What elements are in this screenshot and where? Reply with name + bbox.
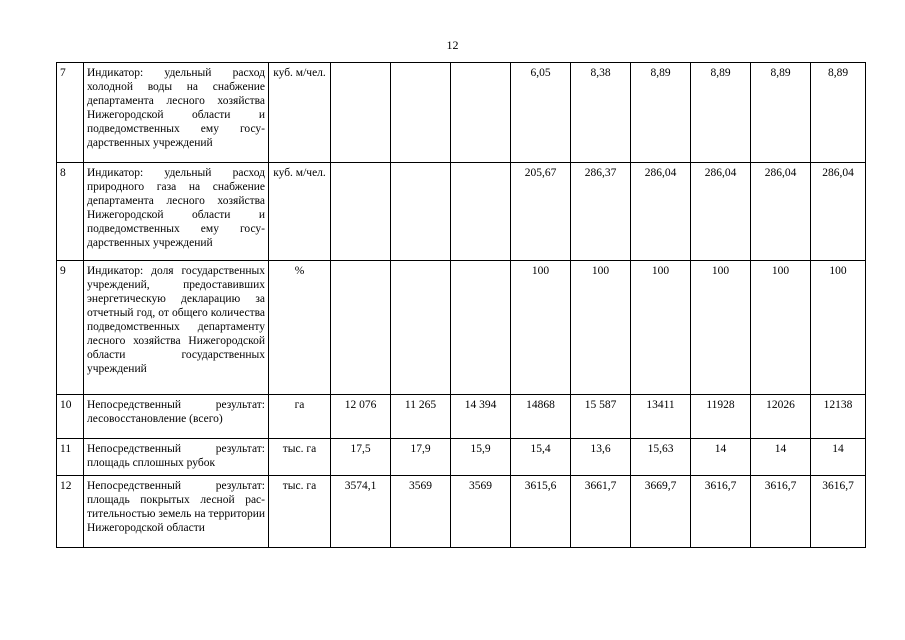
row-number: 10 [57,395,84,439]
value-cell: 14 [691,439,751,476]
table-row [57,476,866,548]
value-cell: 286,04 [691,163,751,261]
value-cell: 3616,7 [751,476,811,548]
value-cell [331,163,391,261]
row-description: Индикатор: удельный расход природного газа на снабжение департамента лесного хозяйства Нижегородской области и подведомственных ему государственных учреждений [84,163,269,261]
value-cell: 100 [751,261,811,395]
row-unit: куб. м/чел. [269,163,331,261]
row-description: Непосредственный результат: лесовосстановление (всего) [84,395,269,439]
value-cell: 100 [511,261,571,395]
value-cell: 3569 [391,476,451,548]
value-cell: 286,04 [811,163,866,261]
value-cell: 100 [571,261,631,395]
value-cell [451,261,511,395]
row-number: 7 [57,63,84,163]
value-cell: 17,5 [331,439,391,476]
value-cell: 100 [631,261,691,395]
row-number: 8 [57,163,84,261]
value-cell [391,63,451,163]
value-cell: 8,89 [751,63,811,163]
row-number: 12 [57,476,84,548]
value-cell: 15,9 [451,439,511,476]
value-cell: 14868 [511,395,571,439]
value-cell: 3569 [451,476,511,548]
value-cell: 3616,7 [691,476,751,548]
table-row [57,63,866,163]
value-cell: 8,89 [631,63,691,163]
value-cell [391,163,451,261]
value-cell: 17,9 [391,439,451,476]
table-row [57,163,866,261]
page-number: 12 [446,38,459,52]
table-row [57,395,866,439]
value-cell [451,163,511,261]
value-cell: 8,89 [811,63,866,163]
value-cell [391,261,451,395]
row-unit: тыс. га [269,439,331,476]
row-description: Индикатор: доля государственных учреждений, предоставивших энергетическую декларацию за отчетный год, от общего количества подведомственных департаменту лесного хозяйства Нижегородской области государственных учреждений [84,261,269,395]
indicator-table [56,62,866,548]
row-number: 9 [57,261,84,395]
value-cell: 15,4 [511,439,571,476]
value-cell: 8,38 [571,63,631,163]
value-cell: 13,6 [571,439,631,476]
row-unit: тыс. га [269,476,331,548]
row-unit: % [269,261,331,395]
row-unit: куб. м/чел. [269,63,331,163]
table-row [57,261,866,395]
value-cell: 3616,7 [811,476,866,548]
row-description: Непосредственный результат: площадь сплошных рубок [84,439,269,476]
value-cell: 3615,6 [511,476,571,548]
value-cell: 286,04 [631,163,691,261]
value-cell: 12026 [751,395,811,439]
value-cell: 12 076 [331,395,391,439]
value-cell: 11928 [691,395,751,439]
value-cell: 286,04 [751,163,811,261]
value-cell: 14 [811,439,866,476]
row-description: Непосредственный результат: площадь покрытых лесной растительностью земель на территории Нижегородской области [84,476,269,548]
row-number: 11 [57,439,84,476]
value-cell: 3574,1 [331,476,391,548]
value-cell: 15 587 [571,395,631,439]
row-description: Индикатор: удельный расход холодной воды на снабжение департамента лесного хозяйства Нижегородской области и подведомственных ему государственных учреждений [84,63,269,163]
value-cell: 3661,7 [571,476,631,548]
value-cell: 286,37 [571,163,631,261]
row-unit: га [269,395,331,439]
value-cell [331,261,391,395]
value-cell: 13411 [631,395,691,439]
value-cell: 14 394 [451,395,511,439]
value-cell: 11 265 [391,395,451,439]
value-cell: 15,63 [631,439,691,476]
value-cell: 205,67 [511,163,571,261]
value-cell: 8,89 [691,63,751,163]
value-cell: 100 [691,261,751,395]
value-cell: 100 [811,261,866,395]
value-cell: 12138 [811,395,866,439]
value-cell: 3669,7 [631,476,691,548]
value-cell: 6,05 [511,63,571,163]
value-cell: 14 [751,439,811,476]
value-cell [331,63,391,163]
value-cell [451,63,511,163]
table-row [57,439,866,476]
